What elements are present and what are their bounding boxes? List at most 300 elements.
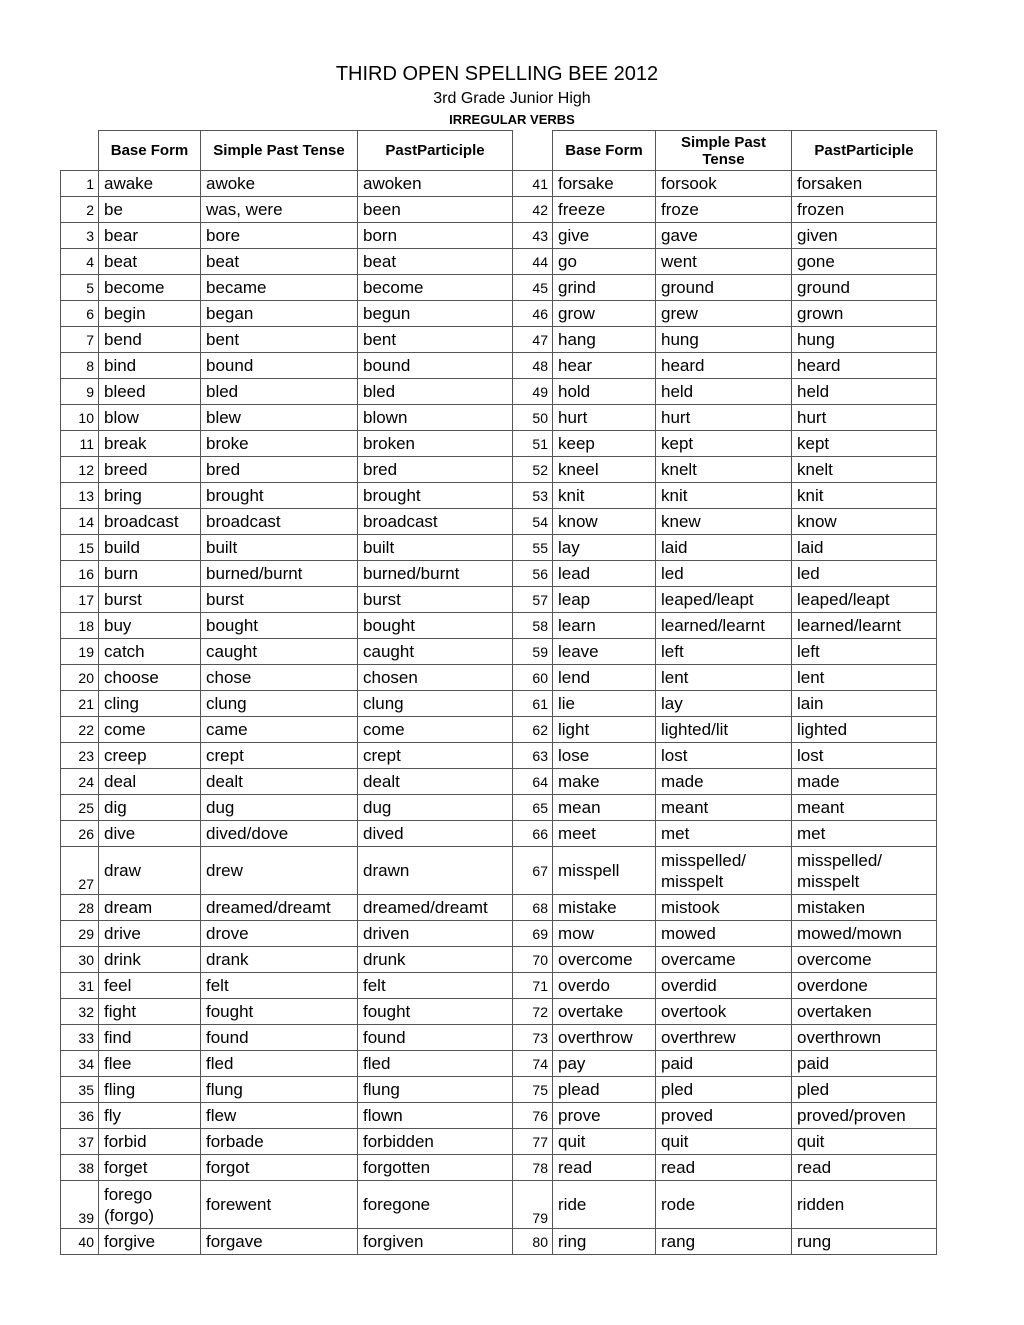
base-form-cell: bear [99,223,201,249]
simple-past-cell: caught [201,639,358,665]
row-number-left: 4 [61,249,99,275]
base-form-cell: forbid [99,1129,201,1155]
irregular-verbs-table [60,130,937,1255]
past-participle-cell: flung [358,1077,513,1103]
past-participle-cell: learned/learnt [792,613,937,639]
base-form-cell: bend [99,327,201,353]
table-row [61,327,937,353]
past-participle-cell: driven [358,921,513,947]
past-participle-cell: made [792,769,937,795]
simple-past-cell: awoke [201,171,358,197]
past-participle-cell: brought [358,483,513,509]
row-number-left: 26 [61,821,99,847]
base-form-cell: build [99,535,201,561]
base-form-cell: draw [99,847,201,895]
table-row [61,717,937,743]
simple-past-cell: meant [656,795,792,821]
table-row [61,1155,937,1181]
simple-past-cell: beat [201,249,358,275]
row-number-left: 24 [61,769,99,795]
table-row [61,405,937,431]
simple-past-cell: forbade [201,1129,358,1155]
base-form-cell: broadcast [99,509,201,535]
simple-past-cell: knelt [656,457,792,483]
simple-past-cell: began [201,301,358,327]
past-participle-cell: knit [792,483,937,509]
row-number-left: 15 [61,535,99,561]
subtitle-text: 3rd Grade Junior High [433,90,591,107]
row-number-left: 3 [61,223,99,249]
past-participle-cell: bought [358,613,513,639]
simple-past-cell: drew [201,847,358,895]
simple-past-cell: broke [201,431,358,457]
table-row [61,821,937,847]
row-number-left: 12 [61,457,99,483]
base-form-cell: forgive [99,1229,201,1255]
table-row [61,223,937,249]
past-participle-cell: fought [358,999,513,1025]
base-form-cell: burst [99,587,201,613]
base-form-cell: meet [553,821,656,847]
simple-past-cell: overcame [656,947,792,973]
table-row [61,1025,937,1051]
row-number-left: 40 [61,1229,99,1255]
base-form-cell: lay [553,535,656,561]
base-form-cell: bind [99,353,201,379]
base-form-cell: choose [99,665,201,691]
base-form-cell: bring [99,483,201,509]
past-participle-cell: bent [358,327,513,353]
base-form-cell: grow [553,301,656,327]
past-participle-cell: mowed/mown [792,921,937,947]
base-form-cell: know [553,509,656,535]
header-base-form-right: Base Form [553,131,656,171]
base-form-cell: beat [99,249,201,275]
simple-past-cell: burst [201,587,358,613]
table-row [61,379,937,405]
row-number-right: 57 [513,587,553,613]
simple-past-cell: chose [201,665,358,691]
base-form-cell: pay [553,1051,656,1077]
simple-past-cell: lent [656,665,792,691]
row-number-left: 31 [61,973,99,999]
simple-past-cell: kept [656,431,792,457]
simple-past-cell: bent [201,327,358,353]
table-row [61,973,937,999]
past-participle-cell: gone [792,249,937,275]
row-number-left: 13 [61,483,99,509]
row-number-right: 55 [513,535,553,561]
row-number-left: 16 [61,561,99,587]
past-participle-cell: overdone [792,973,937,999]
simple-past-cell: mowed [656,921,792,947]
table-row [61,275,937,301]
document-subtitle [0,89,1024,109]
past-participle-cell: meant [792,795,937,821]
table-row [61,301,937,327]
simple-past-cell: held [656,379,792,405]
past-participle-cell: misspelled/ misspelt [792,847,937,895]
base-form-cell: fling [99,1077,201,1103]
row-number-right: 48 [513,353,553,379]
base-form-cell: deal [99,769,201,795]
past-participle-cell: heard [792,353,937,379]
table-row [61,197,937,223]
row-number-left: 38 [61,1155,99,1181]
base-form-cell: drink [99,947,201,973]
table-row [61,743,937,769]
table-row [61,691,937,717]
header-past-participle-right: PastParticiple [792,131,937,171]
base-form-cell: blow [99,405,201,431]
simple-past-cell: forgave [201,1229,358,1255]
simple-past-cell: led [656,561,792,587]
row-number-right: 47 [513,327,553,353]
simple-past-cell: blew [201,405,358,431]
table-row [61,1051,937,1077]
simple-past-cell: came [201,717,358,743]
base-form-cell: drive [99,921,201,947]
simple-past-cell: dealt [201,769,358,795]
row-number-left: 39 [61,1181,99,1229]
table-row [61,457,937,483]
past-participle-cell: forgotten [358,1155,513,1181]
base-form-cell: feel [99,973,201,999]
row-number-left: 30 [61,947,99,973]
row-number-right: 51 [513,431,553,457]
simple-past-cell: felt [201,973,358,999]
row-number-right: 61 [513,691,553,717]
row-number-left: 2 [61,197,99,223]
simple-past-cell: found [201,1025,358,1051]
row-number-left: 32 [61,999,99,1025]
row-number-right: 63 [513,743,553,769]
row-number-right: 65 [513,795,553,821]
simple-past-cell: forewent [201,1181,358,1229]
row-number-left: 36 [61,1103,99,1129]
simple-past-cell: lay [656,691,792,717]
table-row [61,1229,937,1255]
table-row [61,921,937,947]
row-number-left: 25 [61,795,99,821]
simple-past-cell: built [201,535,358,561]
row-number-left: 33 [61,1025,99,1051]
table-row [61,171,937,197]
row-number-right: 69 [513,921,553,947]
row-number-right: 74 [513,1051,553,1077]
past-participle-cell: chosen [358,665,513,691]
row-number-right: 44 [513,249,553,275]
table-row [61,999,937,1025]
base-form-cell: become [99,275,201,301]
past-participle-cell: drunk [358,947,513,973]
base-form-cell: burn [99,561,201,587]
row-number-right: 79 [513,1181,553,1229]
simple-past-cell: overthrew [656,1025,792,1051]
header-simple-past-left: Simple Past Tense [201,131,358,171]
row-number-right: 73 [513,1025,553,1051]
past-participle-cell: blown [358,405,513,431]
base-form-cell: ring [553,1229,656,1255]
base-form-cell: mow [553,921,656,947]
past-participle-cell: awoken [358,171,513,197]
table-row [61,431,937,457]
simple-past-cell: clung [201,691,358,717]
base-form-cell: forego (forgo) [99,1181,201,1229]
base-form-cell: dig [99,795,201,821]
table-row [61,847,937,895]
table-row [61,795,937,821]
base-form-cell: bleed [99,379,201,405]
row-number-left: 11 [61,431,99,457]
past-participle-cell: caught [358,639,513,665]
base-form-cell: leap [553,587,656,613]
row-number-right: 77 [513,1129,553,1155]
base-form-cell: fight [99,999,201,1025]
header-blank-left [61,131,99,171]
simple-past-cell: went [656,249,792,275]
simple-past-cell: flew [201,1103,358,1129]
row-number-right: 59 [513,639,553,665]
row-number-left: 17 [61,587,99,613]
row-number-right: 49 [513,379,553,405]
row-number-right: 60 [513,665,553,691]
past-participle-cell: crept [358,743,513,769]
simple-past-cell: bore [201,223,358,249]
base-form-cell: knit [553,483,656,509]
row-number-left: 28 [61,895,99,921]
simple-past-cell: overdid [656,973,792,999]
table-row [61,561,937,587]
past-participle-cell: proved/proven [792,1103,937,1129]
past-participle-cell: bled [358,379,513,405]
past-participle-cell: beat [358,249,513,275]
past-participle-cell: lent [792,665,937,691]
table-row [61,483,937,509]
past-participle-cell: given [792,223,937,249]
past-participle-cell: led [792,561,937,587]
row-number-right: 58 [513,613,553,639]
simple-past-cell: knew [656,509,792,535]
table-row [61,1181,937,1229]
past-participle-cell: felt [358,973,513,999]
past-participle-cell: dived [358,821,513,847]
simple-past-cell: rang [656,1229,792,1255]
row-number-left: 37 [61,1129,99,1155]
table-header-row [61,131,937,171]
past-participle-cell: kept [792,431,937,457]
row-number-left: 5 [61,275,99,301]
row-number-right: 45 [513,275,553,301]
simple-past-cell: dived/dove [201,821,358,847]
base-form-cell: lead [553,561,656,587]
base-form-cell: find [99,1025,201,1051]
row-number-right: 76 [513,1103,553,1129]
table-row [61,665,937,691]
base-form-cell: overcome [553,947,656,973]
row-number-left: 10 [61,405,99,431]
row-number-right: 43 [513,223,553,249]
past-participle-cell: overcome [792,947,937,973]
base-form-cell: forsake [553,171,656,197]
simple-past-cell: rode [656,1181,792,1229]
past-participle-cell: come [358,717,513,743]
simple-past-cell: hurt [656,405,792,431]
row-number-right: 66 [513,821,553,847]
base-form-cell: read [553,1155,656,1181]
row-number-left: 9 [61,379,99,405]
base-form-cell: forget [99,1155,201,1181]
simple-past-cell: met [656,821,792,847]
base-form-cell: prove [553,1103,656,1129]
row-number-right: 42 [513,197,553,223]
row-number-right: 70 [513,947,553,973]
simple-past-cell: fled [201,1051,358,1077]
simple-past-cell: flung [201,1077,358,1103]
base-form-cell: hear [553,353,656,379]
base-form-cell: hurt [553,405,656,431]
base-form-cell: overtake [553,999,656,1025]
table-row [61,639,937,665]
simple-past-cell: read [656,1155,792,1181]
past-participle-cell: forbidden [358,1129,513,1155]
row-number-left: 8 [61,353,99,379]
past-participle-cell: forsaken [792,171,937,197]
base-form-cell: freeze [553,197,656,223]
row-number-right: 52 [513,457,553,483]
row-number-left: 34 [61,1051,99,1077]
simple-past-cell: drank [201,947,358,973]
past-participle-cell: overthrown [792,1025,937,1051]
table-row [61,249,937,275]
simple-past-cell: overtook [656,999,792,1025]
base-form-cell: dive [99,821,201,847]
base-form-cell: ride [553,1181,656,1229]
row-number-left: 14 [61,509,99,535]
simple-past-cell: heard [656,353,792,379]
base-form-cell: light [553,717,656,743]
past-participle-cell: fled [358,1051,513,1077]
base-form-cell: cling [99,691,201,717]
base-form-cell: come [99,717,201,743]
base-form-cell: lose [553,743,656,769]
row-number-left: 6 [61,301,99,327]
base-form-cell: begin [99,301,201,327]
past-participle-cell: burst [358,587,513,613]
simple-past-cell: forgot [201,1155,358,1181]
base-form-cell: give [553,223,656,249]
row-number-right: 72 [513,999,553,1025]
base-form-cell: lie [553,691,656,717]
past-participle-cell: lost [792,743,937,769]
past-participle-cell: left [792,639,937,665]
base-form-cell: leave [553,639,656,665]
past-participle-cell: foregone [358,1181,513,1229]
row-number-right: 78 [513,1155,553,1181]
row-number-left: 35 [61,1077,99,1103]
header-blank-right [513,131,553,171]
section-heading: IRREGULAR VERBS [449,112,575,127]
past-participle-cell: found [358,1025,513,1051]
past-participle-cell: mistaken [792,895,937,921]
base-form-cell: overdo [553,973,656,999]
row-number-right: 80 [513,1229,553,1255]
past-participle-cell: know [792,509,937,535]
base-form-cell: grind [553,275,656,301]
row-number-right: 53 [513,483,553,509]
table-row [61,353,937,379]
base-form-cell: hold [553,379,656,405]
row-number-right: 64 [513,769,553,795]
simple-past-cell: froze [656,197,792,223]
table-row [61,1077,937,1103]
simple-past-cell: gave [656,223,792,249]
simple-past-cell: bled [201,379,358,405]
simple-past-cell: dug [201,795,358,821]
row-number-left: 21 [61,691,99,717]
row-number-right: 41 [513,171,553,197]
past-participle-cell: broken [358,431,513,457]
past-participle-cell: become [358,275,513,301]
simple-past-cell: learned/learnt [656,613,792,639]
simple-past-cell: forsook [656,171,792,197]
base-form-cell: flee [99,1051,201,1077]
past-participle-cell: grown [792,301,937,327]
base-form-cell: breed [99,457,201,483]
past-participle-cell: met [792,821,937,847]
simple-past-cell: was, were [201,197,358,223]
row-number-right: 50 [513,405,553,431]
simple-past-cell: bound [201,353,358,379]
past-participle-cell: bred [358,457,513,483]
document-title: THIRD OPEN SPELLING BEE 2012 [335,63,659,85]
row-number-right: 46 [513,301,553,327]
past-participle-cell: paid [792,1051,937,1077]
simple-past-cell: became [201,275,358,301]
simple-past-cell: leaped/leapt [656,587,792,613]
past-participle-cell: forgiven [358,1229,513,1255]
simple-past-cell: dreamed/dreamt [201,895,358,921]
past-participle-cell: broadcast [358,509,513,535]
simple-past-cell: bought [201,613,358,639]
base-form-cell: kneel [553,457,656,483]
base-form-cell: misspell [553,847,656,895]
base-form-cell: be [99,197,201,223]
past-participle-cell: pled [792,1077,937,1103]
past-participle-cell: burned/burnt [358,561,513,587]
past-participle-cell: lain [792,691,937,717]
header-simple-past-right: Simple Past Tense [656,131,792,171]
base-form-cell: lend [553,665,656,691]
row-number-left: 7 [61,327,99,353]
table-row [61,613,937,639]
past-participle-cell: flown [358,1103,513,1129]
simple-past-cell: broadcast [201,509,358,535]
simple-past-cell: knit [656,483,792,509]
simple-past-cell: grew [656,301,792,327]
past-participle-cell: dealt [358,769,513,795]
past-participle-cell: dreamed/dreamt [358,895,513,921]
past-participle-cell: hung [792,327,937,353]
header-past-participle-left: PastParticiple [358,131,513,171]
past-participle-cell: ground [792,275,937,301]
row-number-left: 1 [61,171,99,197]
simple-past-cell: bred [201,457,358,483]
past-participle-cell: ridden [792,1181,937,1229]
row-number-left: 20 [61,665,99,691]
past-participle-cell: begun [358,301,513,327]
row-number-left: 19 [61,639,99,665]
